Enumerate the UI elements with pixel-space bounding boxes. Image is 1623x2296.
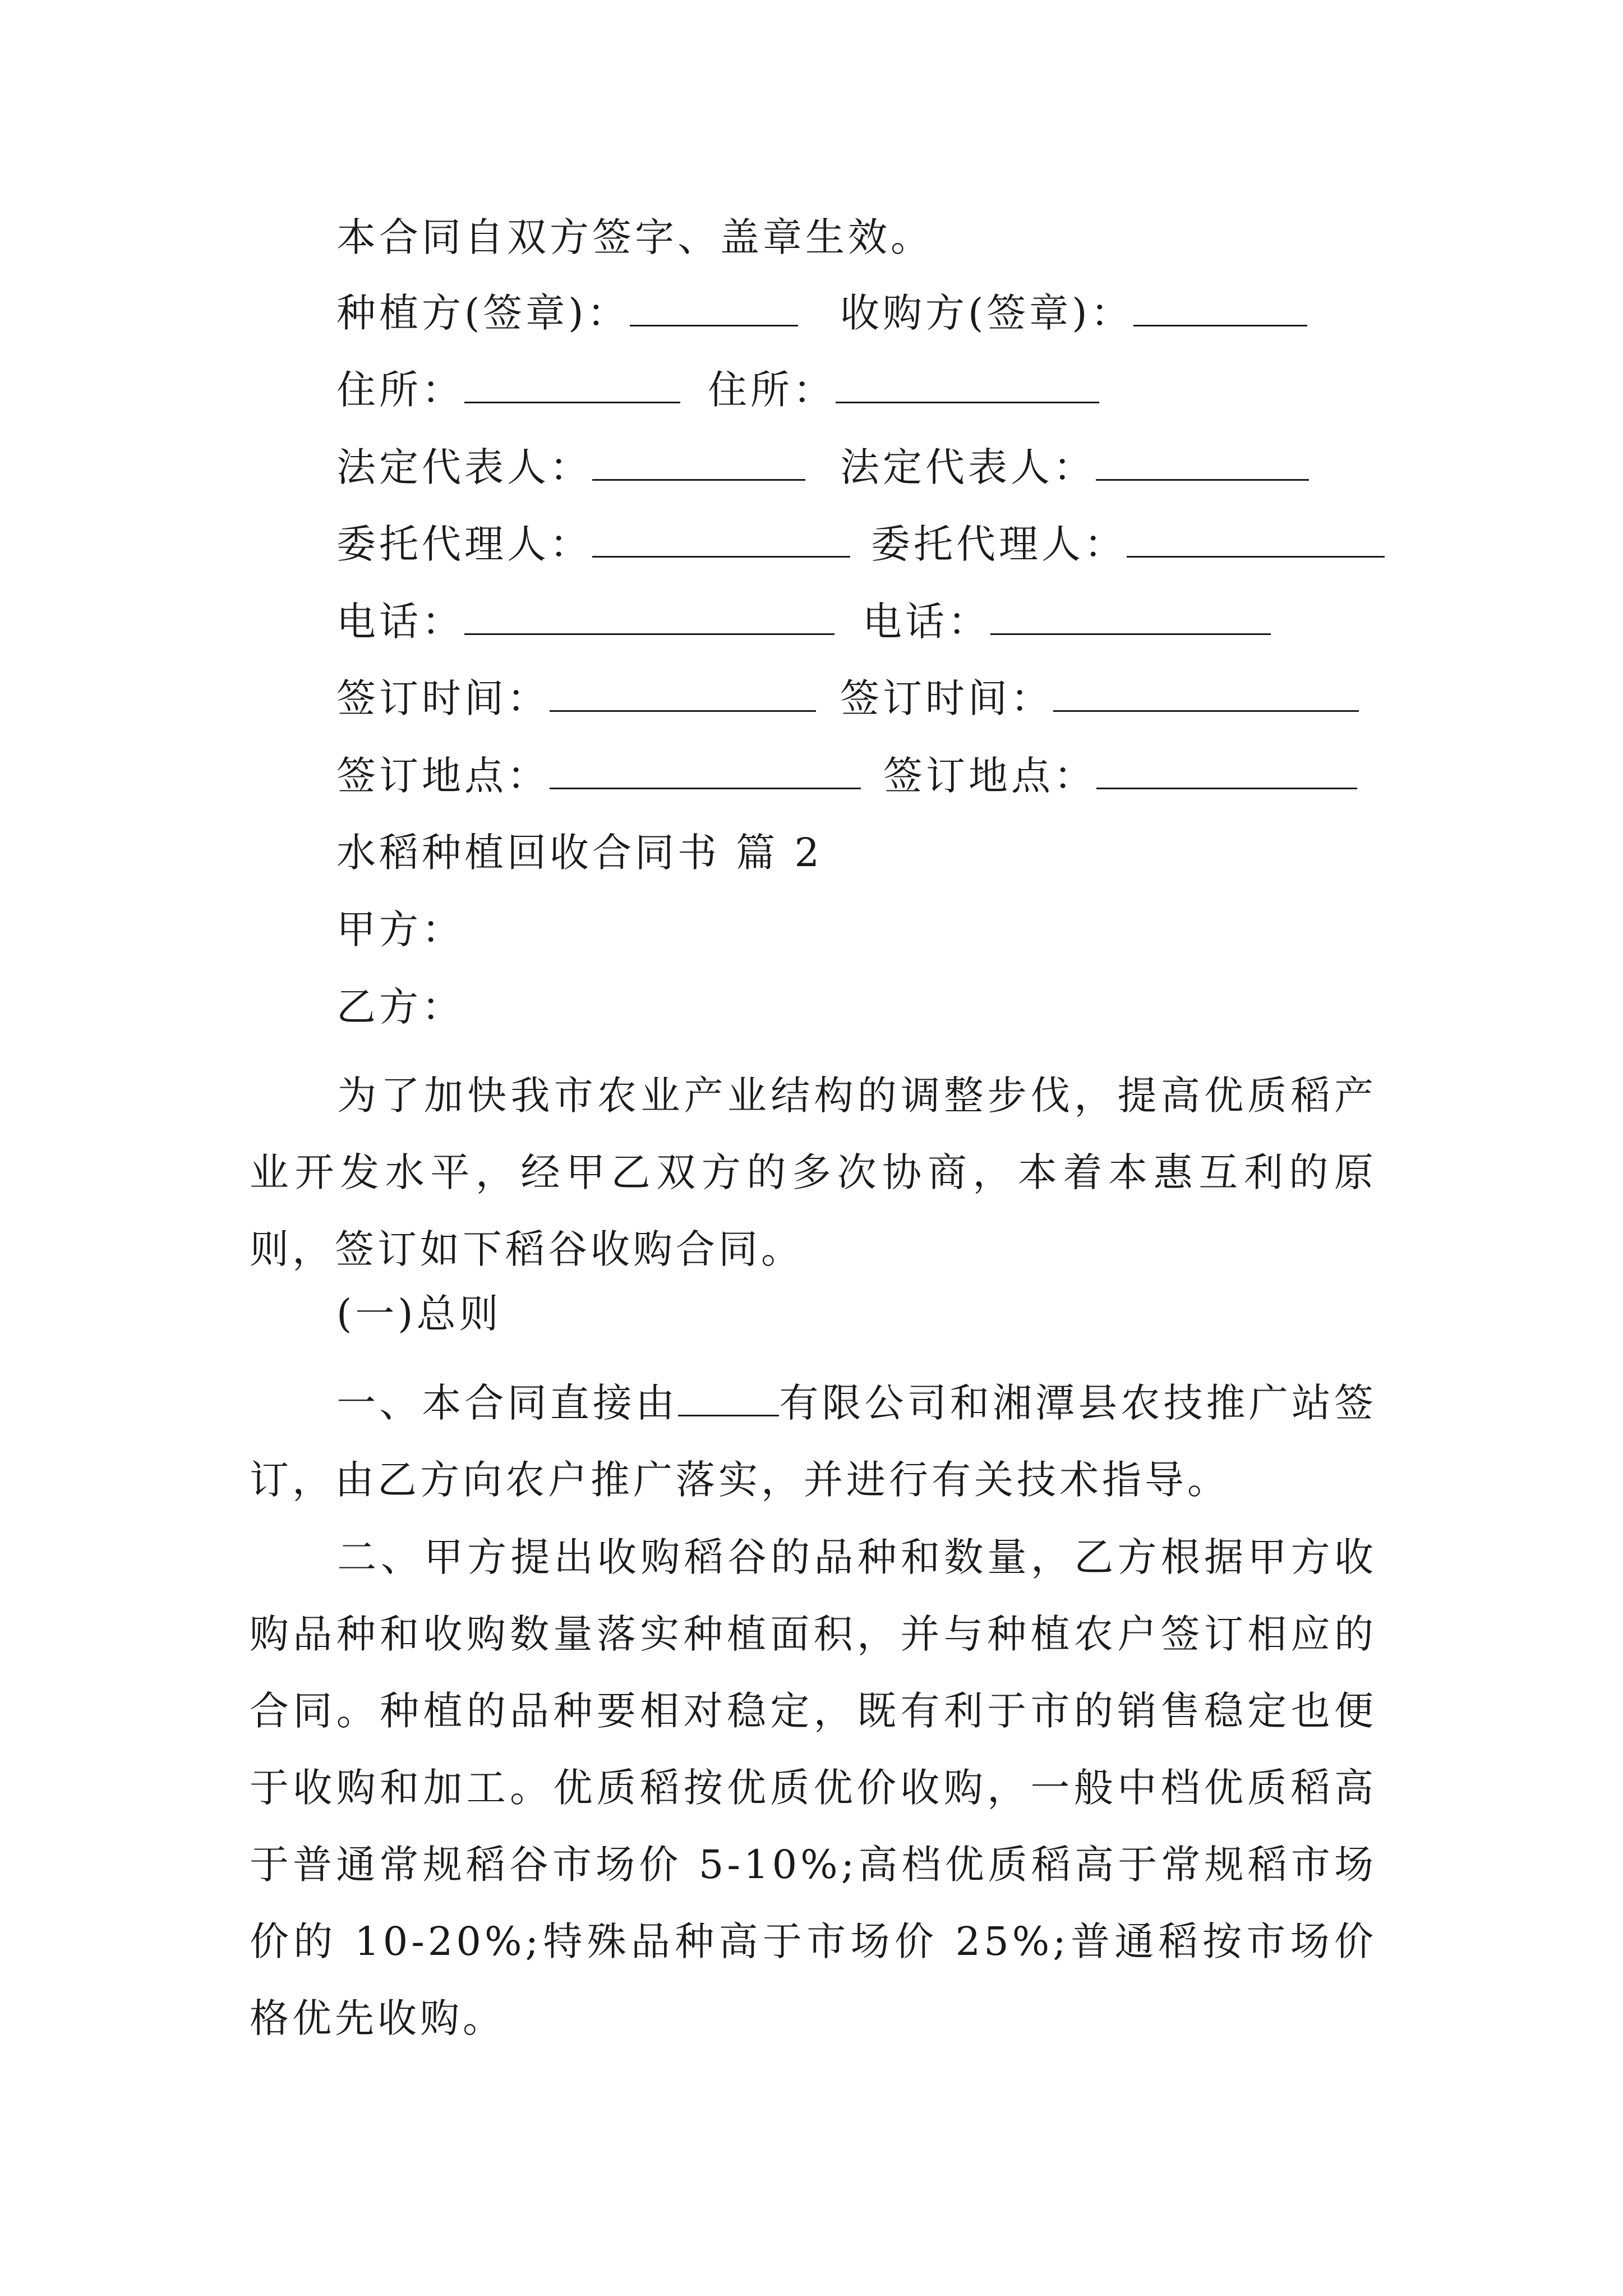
- planter-rep-blank[interactable]: [592, 444, 805, 481]
- buyer-rep-label: [840, 442, 1309, 493]
- buyer-phone-blank[interactable]: [990, 599, 1271, 635]
- planter-sign-blank[interactable]: [630, 290, 798, 326]
- planter-place-blank[interactable]: [550, 753, 861, 789]
- buyer-sign-text: 收购方(签章)：: [840, 290, 1133, 336]
- buyer-date-label: [840, 673, 1359, 724]
- party-b-label: 乙方：: [336, 984, 464, 1030]
- planter-phone-text: 电话：: [336, 599, 464, 645]
- planter-date-label: [336, 673, 816, 724]
- planter-place-label: [336, 751, 861, 801]
- planter-sign-label: [336, 288, 798, 338]
- intro-paragraph: [250, 1057, 1377, 1288]
- planter-address-text: 住所：: [336, 367, 464, 413]
- buyer-agent-text: 委托代理人：: [871, 521, 1127, 567]
- planter-phone-blank[interactable]: [464, 599, 834, 635]
- planter-phone-label: [336, 596, 834, 647]
- buyer-phone-label: [863, 596, 1271, 647]
- party-a-label: 甲方：: [336, 907, 464, 953]
- buyer-sign-blank[interactable]: [1133, 290, 1307, 326]
- buyer-address-blank[interactable]: [836, 367, 1099, 403]
- general-heading: (一)总则: [336, 1291, 502, 1337]
- planter-date-text: 签订时间：: [336, 675, 550, 721]
- company-name-blank[interactable]: [678, 1380, 779, 1416]
- buyer-address-text: 住所：: [708, 367, 836, 413]
- clause-2: [250, 1519, 1377, 2057]
- clause-1: [250, 1365, 1377, 1519]
- buyer-rep-blank[interactable]: [1096, 444, 1309, 481]
- buyer-sign-label: [840, 288, 1307, 338]
- clause-1-after: 有限公司和湘潭县农技推广站签订，由乙方向农户推广落实，并进行有关技术指导。: [250, 1380, 1377, 1503]
- planter-rep-label: [336, 442, 805, 493]
- buyer-agent-blank[interactable]: [1127, 521, 1385, 558]
- buyer-date-blank[interactable]: [1053, 675, 1359, 712]
- planter-sign-text: 种植方(签章)：: [336, 290, 630, 336]
- section-title: 水稻种植回收合同书 篇 2: [336, 830, 823, 876]
- intro-text: 为了加快我市农业产业结构的调整步伐，提高优质稻产业开发水平，经甲乙双方的多次协商，本着本惠互利的原则，签订如下稻谷收购合同。: [250, 1073, 1377, 1272]
- buyer-address-label: [708, 365, 1099, 415]
- planter-date-blank[interactable]: [550, 675, 816, 712]
- clause-1-before: 一、本合同直接由: [336, 1380, 679, 1426]
- buyer-place-text: 签订地点：: [883, 753, 1096, 799]
- buyer-phone-text: 电话：: [863, 599, 990, 645]
- planter-rep-text: 法定代表人：: [336, 444, 592, 490]
- planter-place-text: 签订地点：: [336, 753, 550, 799]
- buyer-place-label: [883, 751, 1357, 801]
- effect-line: 本合同自双方签字、盖章生效。: [336, 214, 933, 260]
- clause-2-text: 二、甲方提出收购稻谷的品种和数量，乙方根据甲方收购品种和收购数量落实种植面积，并与种植农户签订相应的合同。种植的品种要相对稳定，既有利于市的销售稳定也便于收购和加工。优质稻按优质优价收购，一般中档优质稻高于普通常规稻谷市场价 5-10%;高档优质稻高于常规稻市场价的 10-20%;特殊品种高于市场价 25%;普通稻按市场价格优先收购。: [250, 1534, 1377, 2041]
- buyer-place-blank[interactable]: [1096, 753, 1357, 789]
- buyer-agent-label: [871, 519, 1385, 569]
- planter-address-blank[interactable]: [464, 367, 680, 403]
- planter-address-label: [336, 365, 680, 415]
- planter-agent-text: 委托代理人：: [336, 521, 592, 567]
- planter-agent-blank[interactable]: [592, 521, 850, 558]
- planter-agent-label: [336, 519, 850, 569]
- buyer-date-text: 签订时间：: [840, 675, 1053, 721]
- buyer-rep-text: 法定代表人：: [840, 444, 1096, 490]
